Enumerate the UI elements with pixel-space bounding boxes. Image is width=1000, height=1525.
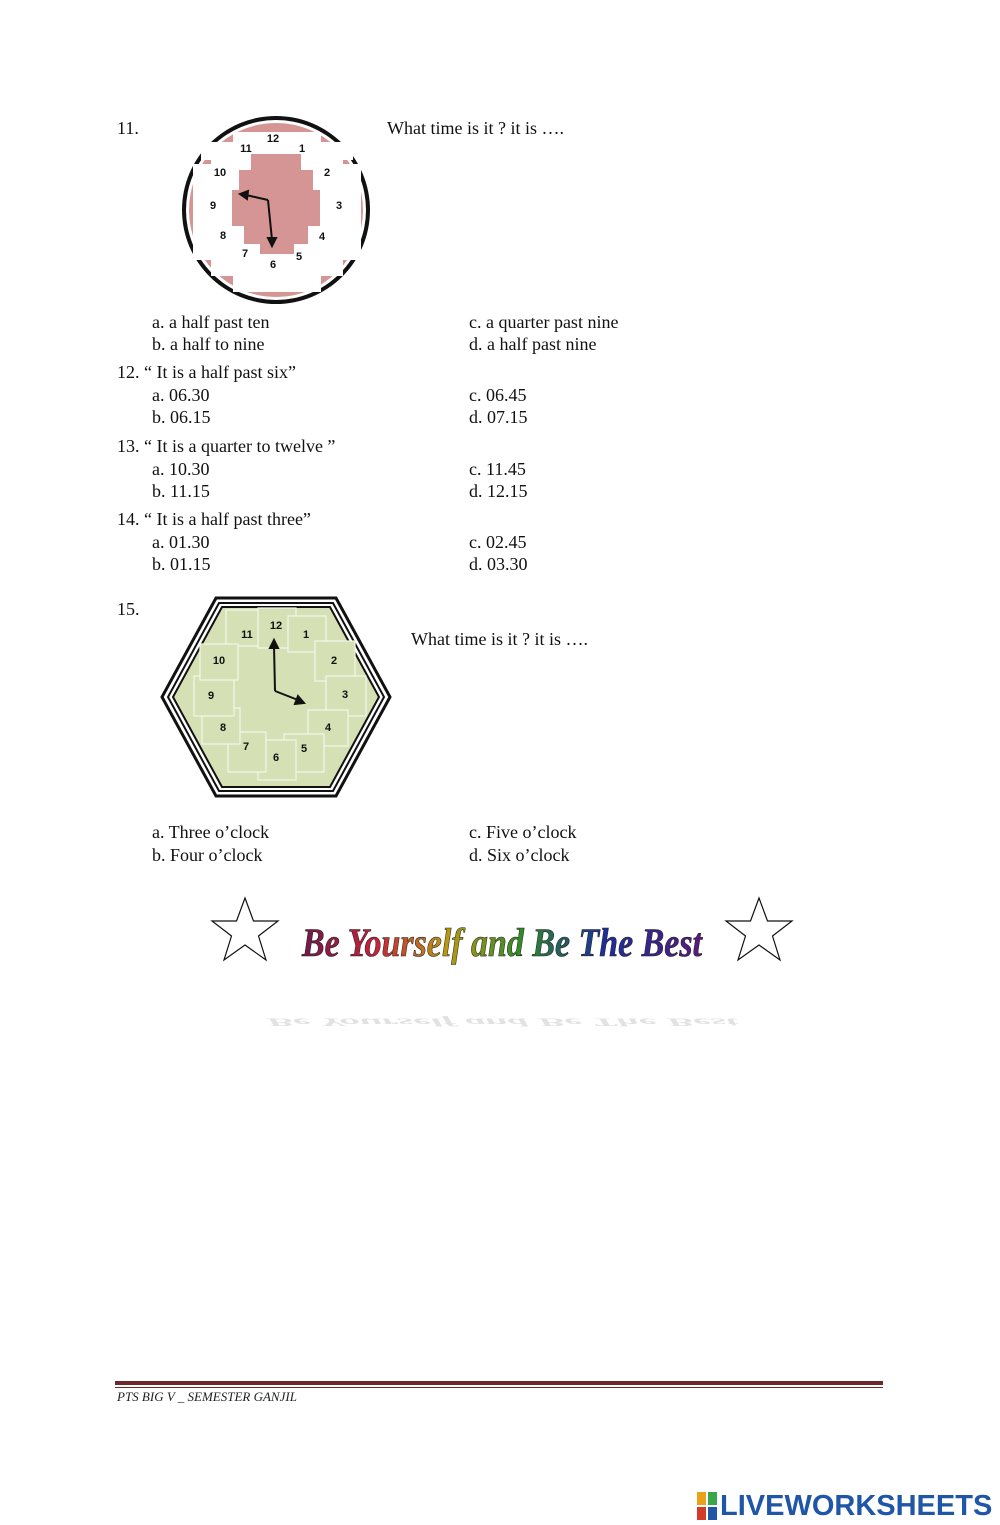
clock-numeral: 12	[266, 133, 280, 145]
option-d[interactable]: d. 07.15	[469, 407, 528, 427]
motto-reflection: Be Yourself and Be The Best	[266, 1015, 738, 1028]
clock-numeral: 10	[212, 655, 226, 667]
question-11-prompt: What time is it ? it is ….	[387, 118, 564, 138]
star-icon	[212, 898, 278, 960]
clock-numeral: 6	[272, 752, 280, 764]
option-b[interactable]: b. 01.15	[152, 554, 211, 574]
option-a[interactable]: a. Three o’clock	[152, 822, 270, 842]
question-15-number: 15.	[117, 599, 140, 619]
option-c[interactable]: c. 06.45	[469, 385, 527, 405]
clock-numeral: 4	[318, 231, 326, 243]
question-12-prompt: 12. “ It is a half past six”	[117, 362, 296, 382]
option-b[interactable]: b. a half to nine	[152, 334, 265, 354]
question-11-number: 11.	[117, 118, 139, 138]
option-c[interactable]: c. 11.45	[469, 459, 526, 479]
clock-numeral: 12	[269, 620, 283, 632]
clock-numeral: 8	[219, 722, 227, 734]
option-c[interactable]: c. Five o’clock	[469, 822, 577, 842]
footer-divider	[115, 1381, 883, 1385]
option-d[interactable]: d. 12.15	[469, 481, 528, 501]
clock-numeral: 4	[324, 722, 332, 734]
clock-numeral: 6	[269, 259, 277, 271]
option-b[interactable]: b. 06.15	[152, 407, 211, 427]
question-15-prompt: What time is it ? it is ….	[411, 629, 588, 649]
clock-numeral: 3	[335, 200, 343, 212]
clock-numeral: 9	[207, 690, 215, 702]
clock-numeral: 5	[295, 251, 303, 263]
footer-text: PTS BIG V _ SEMESTER GANJIL	[117, 1389, 297, 1404]
clock-numeral: 2	[330, 655, 338, 667]
clock-numeral: 9	[209, 200, 217, 212]
option-d[interactable]: d. a half past nine	[469, 334, 597, 354]
clock-numeral: 7	[241, 248, 249, 260]
liveworksheets-logo-icon	[696, 1491, 718, 1521]
question-14-prompt: 14. “ It is a half past three”	[117, 509, 311, 529]
motto-banner	[205, 890, 805, 1028]
clock-numeral: 10	[213, 167, 227, 179]
clock-numeral: 1	[302, 629, 310, 641]
option-c[interactable]: c. a quarter past nine	[469, 312, 619, 332]
round-clock-image	[178, 114, 374, 306]
option-d[interactable]: d. Six o’clock	[469, 845, 570, 865]
liveworksheets-brand[interactable]	[696, 1489, 992, 1523]
liveworksheets-wordmark: LIVEWORKSHEETS	[720, 1489, 993, 1522]
star-icon	[726, 898, 792, 960]
motto-text: Be Yourself and Be The Best	[301, 920, 704, 965]
clock-numeral: 8	[219, 230, 227, 242]
option-b[interactable]: b. Four o’clock	[152, 845, 263, 865]
option-b[interactable]: b. 11.15	[152, 481, 210, 501]
clock-numeral: 3	[341, 689, 349, 701]
clock-numeral: 2	[323, 167, 331, 179]
question-13-prompt: 13. “ It is a quarter to twelve ”	[117, 436, 336, 456]
option-a[interactable]: a. a half past ten	[152, 312, 270, 332]
option-a[interactable]: a. 06.30	[152, 385, 210, 405]
clock-numeral: 7	[242, 741, 250, 753]
option-a[interactable]: a. 10.30	[152, 459, 210, 479]
option-a[interactable]: a. 01.30	[152, 532, 210, 552]
clock-numeral: 11	[240, 143, 252, 155]
option-d[interactable]: d. 03.30	[469, 554, 528, 574]
option-c[interactable]: c. 02.45	[469, 532, 527, 552]
clock-numeral: 1	[298, 143, 306, 155]
clock-numeral: 5	[300, 743, 308, 755]
hexagon-clock-image	[160, 596, 392, 798]
clock-numeral: 11	[241, 629, 253, 641]
minute-hand	[274, 646, 275, 691]
footer-divider-thin	[115, 1387, 883, 1388]
